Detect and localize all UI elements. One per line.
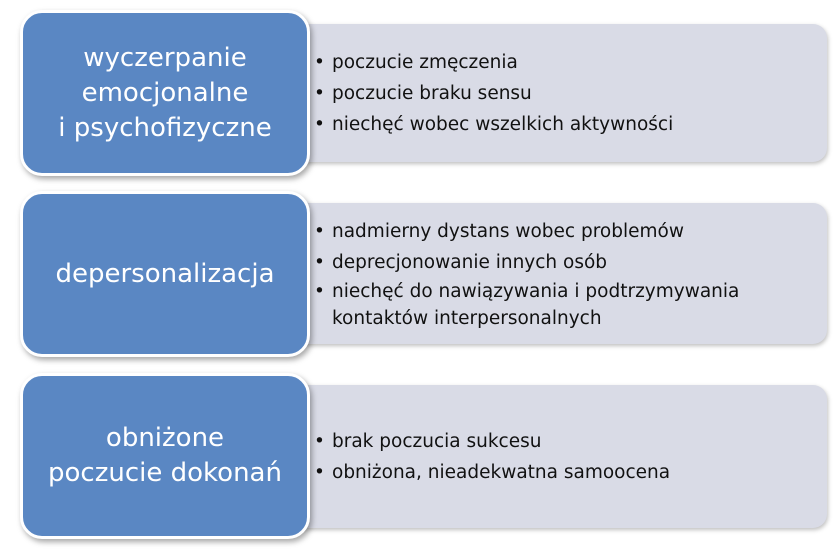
- row-2-bullet-3: • niechęć do nawiązywania i podtrzymywania kontaktów interpersonalnych: [314, 278, 827, 332]
- row-1-bullet-3: • niechęć wobec wszelkich aktywności: [314, 109, 827, 140]
- row-2-bullet-list: [314, 216, 827, 332]
- row-1-details-box: [270, 24, 827, 162]
- row-3-bullet-list: [314, 426, 827, 488]
- row-2-details-box: [270, 203, 827, 344]
- row-1-bullet-2: • poczucie braku sensu: [314, 78, 827, 109]
- row-3-title-box: [20, 373, 310, 539]
- row-3-details-box: [270, 385, 827, 528]
- row-3-bullet-1: • brak poczucia sukcesu: [314, 426, 827, 457]
- row-2-title-box: [20, 191, 310, 357]
- row-1-bullet-list: [314, 47, 827, 140]
- row-1-title: wyczerpanie emocjonalne i psychofizyczne: [58, 42, 272, 143]
- row-3-bullet-2: • obniżona, nieadekwatna samoocena: [314, 457, 827, 488]
- row-3-title: obniżone poczucie dokonań: [48, 423, 282, 488]
- row-1-bullet-1: • poczucie zmęczenia: [314, 47, 827, 78]
- row-2-bullet-1: • nadmierny dystans wobec problemów: [314, 216, 827, 247]
- row-2-title: depersonalizacja: [55, 258, 275, 289]
- row-2-bullet-2: • deprecjonowanie innych osób: [314, 247, 827, 278]
- row-1-title-box: [20, 10, 310, 176]
